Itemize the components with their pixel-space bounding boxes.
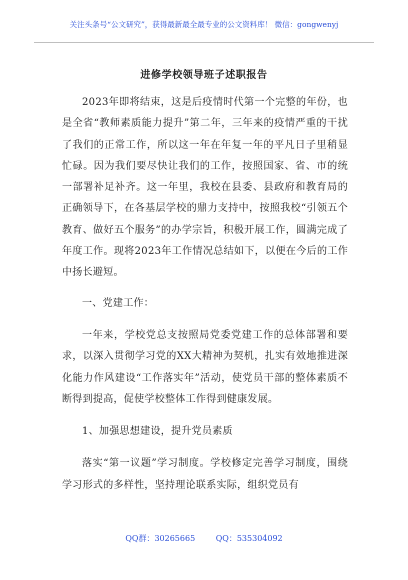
header-divider [34, 42, 374, 43]
subsection-heading: 1、加强思想建设，提升党员素质 [82, 426, 233, 438]
footer-qq-number: QQ：535304092 [215, 534, 283, 543]
study-system-paragraph: 落实“第一议题”学习制度。学校修定完善学习制度，围绕学习形式的多样性，坚持理论联系实际，组织党员有 [62, 458, 348, 491]
footer-contact [0, 533, 408, 544]
intro-paragraph: 2023年即将结束，这是后疫情时代第一个完整的年份，也是全省“教师素质能力提升”第二年，三年来的疫情严重的干扰了我们的正常工作，所以这一年在年复一年的平凡日子里稍显忙碌。因为我们要尽快让我们的工作，按照国家、省、市的统一部署补足补齐。这一年里，我校在县委、县政府和教育局的正确领导下，在各基层学校的鼎力支持中，按照我校“引领五个教育、做好五个服务”的办学宗旨，积极开展工作，圆满完成了年度工作。现将2023年工作情况总结如下，以便在今后的工作中扬长避短。 [62, 97, 348, 279]
document-body [62, 92, 348, 496]
section-heading-party: 一、党建工作： [82, 297, 155, 309]
document-title: 进修学校领导班子述职报告 [140, 70, 268, 81]
party-work-paragraph: 一年来，学校党总支按照局党委党建工作的总体部署和要求，以深入贯彻学习党的XX大精神为契机，扎实有效地推进深化能力作风建设“工作落实年”活动，使党员干部的整体素质不断得到提高，促使学校整体工作得到健康发展。 [62, 329, 348, 405]
footer-qq-group: QQ群：30265665 [125, 534, 196, 543]
header-banner: 关注头条号“公文研究”，获得最新最全最专业的公文资料库！ 微信：gongwenyj [69, 20, 339, 29]
